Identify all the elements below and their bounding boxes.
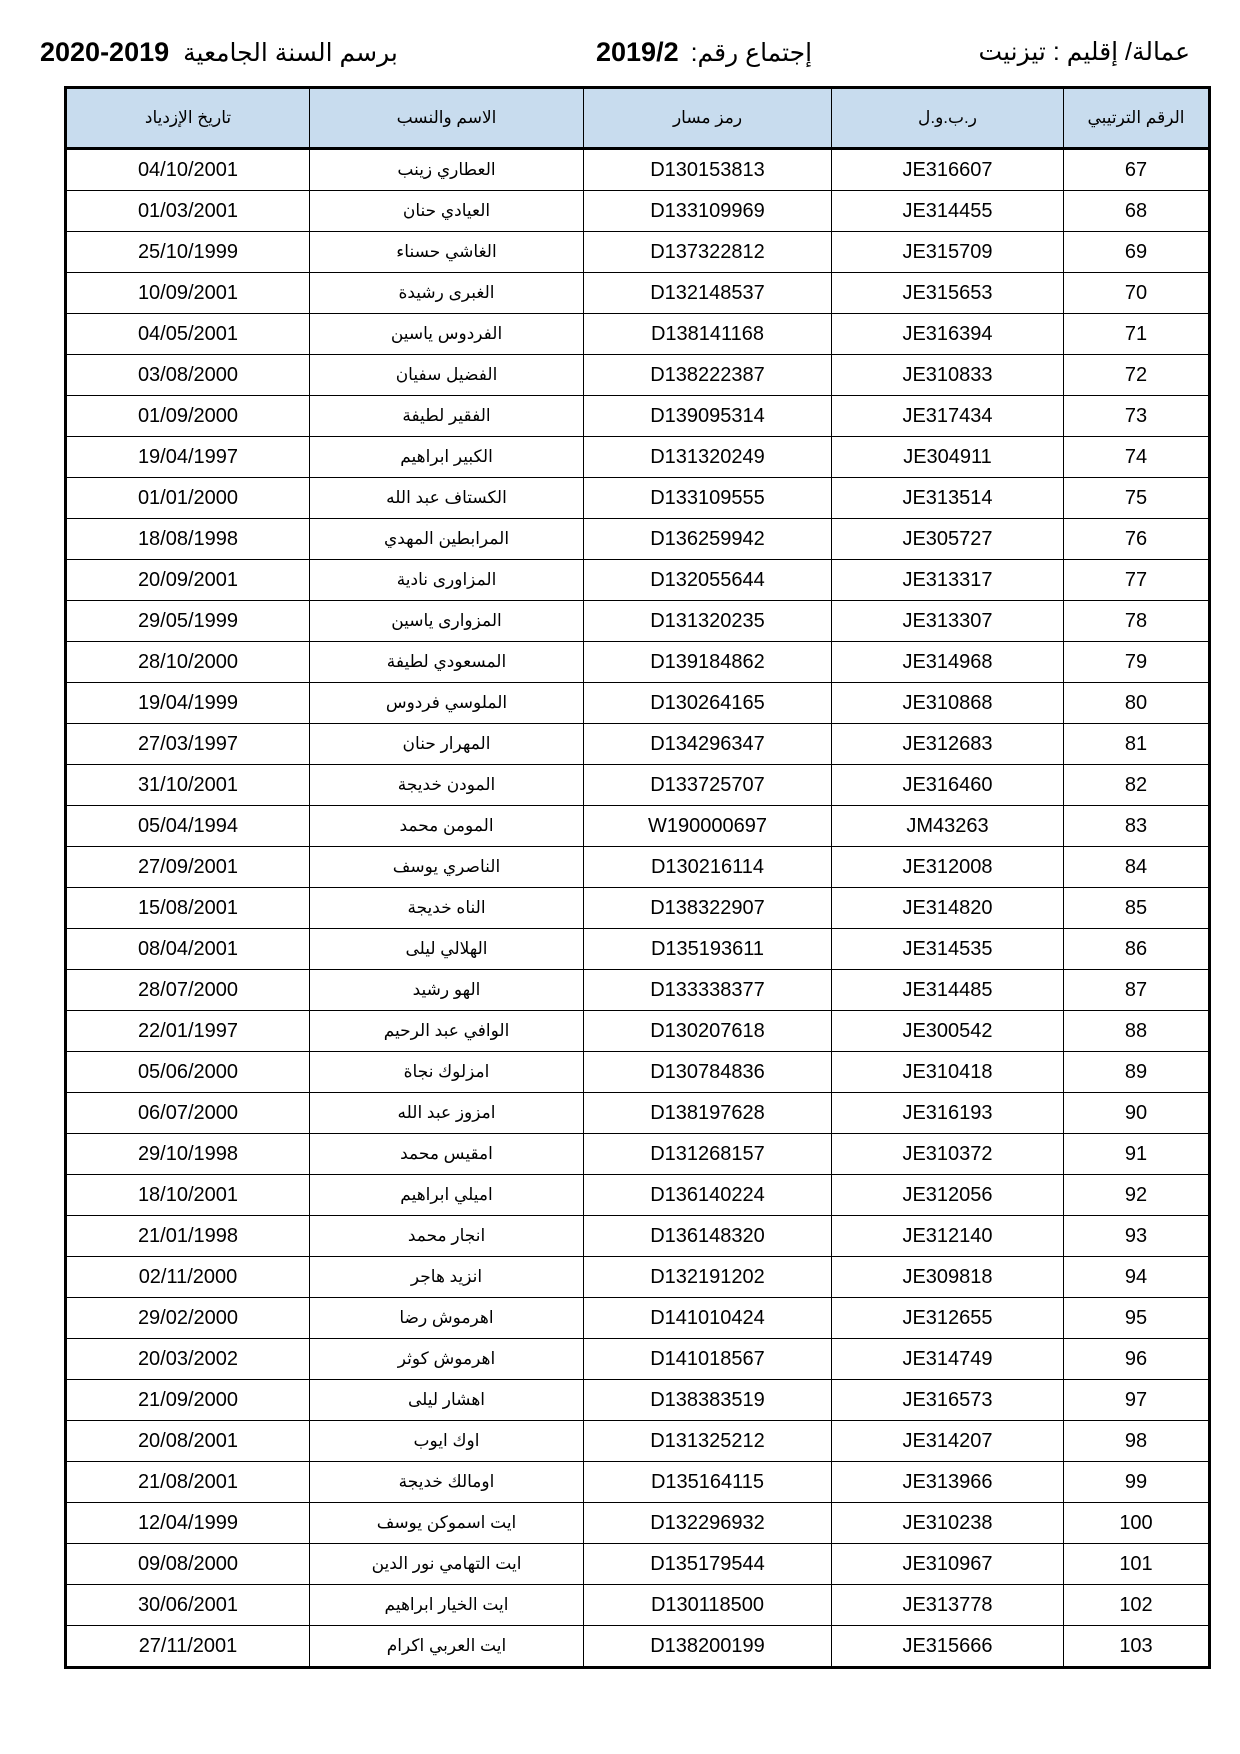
cell-cne: JE310868 (832, 683, 1064, 724)
table-row (66, 642, 1210, 683)
cell-name: الكستاف عبد الله (310, 478, 584, 519)
cell-massar: W190000697 (584, 806, 832, 847)
cell-serial: 67 (1064, 149, 1210, 191)
table-row (66, 1462, 1210, 1503)
cell-birthdate: 04/05/2001 (66, 314, 310, 355)
cell-massar: D133109555 (584, 478, 832, 519)
cell-birthdate: 01/09/2000 (66, 396, 310, 437)
cell-massar: D135164115 (584, 1462, 832, 1503)
cell-birthdate: 21/09/2000 (66, 1380, 310, 1421)
table-row (66, 396, 1210, 437)
cell-serial: 90 (1064, 1093, 1210, 1134)
academic-year-label: برسم السنة الجامعية (183, 39, 398, 67)
cell-name: العطاري زينب (310, 149, 584, 191)
meeting-number: 2019/2 (596, 37, 679, 67)
cell-serial: 78 (1064, 601, 1210, 642)
cell-massar: D141010424 (584, 1298, 832, 1339)
cell-birthdate: 08/04/2001 (66, 929, 310, 970)
cell-cne: JE304911 (832, 437, 1064, 478)
cell-serial: 95 (1064, 1298, 1210, 1339)
cell-serial: 71 (1064, 314, 1210, 355)
cell-name: امزلوك نجاة (310, 1052, 584, 1093)
cell-massar: D130118500 (584, 1585, 832, 1626)
cell-cne: JE312008 (832, 847, 1064, 888)
meeting-label: إجتماع رقم: (690, 39, 813, 67)
cell-massar: D133338377 (584, 970, 832, 1011)
table-row (66, 1298, 1210, 1339)
cell-name: اهشار ليلى (310, 1380, 584, 1421)
table-row (66, 355, 1210, 396)
table-row (66, 1257, 1210, 1298)
table-row (66, 1175, 1210, 1216)
cell-massar: D131320249 (584, 437, 832, 478)
cell-serial: 85 (1064, 888, 1210, 929)
cell-birthdate: 31/10/2001 (66, 765, 310, 806)
cell-massar: D133725707 (584, 765, 832, 806)
cell-birthdate: 22/01/1997 (66, 1011, 310, 1052)
cell-massar: D139184862 (584, 642, 832, 683)
table-row (66, 806, 1210, 847)
cell-cne: JE313778 (832, 1585, 1064, 1626)
cell-name: الهلالي ليلى (310, 929, 584, 970)
cell-birthdate: 02/11/2000 (66, 1257, 310, 1298)
cell-cne: JE316193 (832, 1093, 1064, 1134)
province-header (979, 36, 1190, 68)
cell-serial: 70 (1064, 273, 1210, 314)
column-header-cne: ر.ب.و.ل (832, 88, 1064, 149)
table-row (66, 437, 1210, 478)
cell-name: امقيس محمد (310, 1134, 584, 1175)
table-header-row (66, 88, 1210, 149)
cell-cne: JE313514 (832, 478, 1064, 519)
cell-serial: 81 (1064, 724, 1210, 765)
cell-serial: 101 (1064, 1544, 1210, 1585)
cell-birthdate: 01/03/2001 (66, 191, 310, 232)
cell-massar: D138200199 (584, 1626, 832, 1668)
cell-name: المومن محمد (310, 806, 584, 847)
cell-serial: 75 (1064, 478, 1210, 519)
cell-serial: 84 (1064, 847, 1210, 888)
table-row (66, 1503, 1210, 1544)
cell-massar: D136140224 (584, 1175, 832, 1216)
cell-cne: JE314968 (832, 642, 1064, 683)
cell-serial: 98 (1064, 1421, 1210, 1462)
cell-name: انزيد هاجر (310, 1257, 584, 1298)
cell-name: الملوسي فردوس (310, 683, 584, 724)
cell-serial: 72 (1064, 355, 1210, 396)
cell-name: الوافي عبد الرحيم (310, 1011, 584, 1052)
cell-cne: JE315666 (832, 1626, 1064, 1668)
cell-serial: 88 (1064, 1011, 1210, 1052)
cell-serial: 97 (1064, 1380, 1210, 1421)
cell-cne: JE309818 (832, 1257, 1064, 1298)
cell-serial: 93 (1064, 1216, 1210, 1257)
cell-massar: D132148537 (584, 273, 832, 314)
table-row (66, 232, 1210, 273)
cell-cne: JM43263 (832, 806, 1064, 847)
table-row (66, 765, 1210, 806)
cell-name: الهو رشيد (310, 970, 584, 1011)
cell-birthdate: 18/08/1998 (66, 519, 310, 560)
cell-name: المودن خديجة (310, 765, 584, 806)
cell-birthdate: 09/08/2000 (66, 1544, 310, 1585)
cell-massar: D132055644 (584, 560, 832, 601)
cell-massar: D132191202 (584, 1257, 832, 1298)
cell-massar: D132296932 (584, 1503, 832, 1544)
cell-name: المهرار حنان (310, 724, 584, 765)
cell-massar: D139095314 (584, 396, 832, 437)
table-row (66, 847, 1210, 888)
table-row (66, 1134, 1210, 1175)
cell-name: الناه خديجة (310, 888, 584, 929)
table-row (66, 683, 1210, 724)
cell-cne: JE316460 (832, 765, 1064, 806)
table-row (66, 314, 1210, 355)
cell-serial: 73 (1064, 396, 1210, 437)
cell-name: اهرموش رضا (310, 1298, 584, 1339)
cell-birthdate: 05/04/1994 (66, 806, 310, 847)
cell-massar: D138141168 (584, 314, 832, 355)
cell-massar: D138322907 (584, 888, 832, 929)
cell-cne: JE314455 (832, 191, 1064, 232)
cell-cne: JE312056 (832, 1175, 1064, 1216)
cell-name: الفقير لطيفة (310, 396, 584, 437)
cell-serial: 103 (1064, 1626, 1210, 1668)
cell-massar: D138197628 (584, 1093, 832, 1134)
cell-serial: 92 (1064, 1175, 1210, 1216)
cell-name: ايت الخيار ابراهيم (310, 1585, 584, 1626)
cell-name: المسعودي لطيفة (310, 642, 584, 683)
cell-name: المزوارى ياسين (310, 601, 584, 642)
cell-cne: JE310418 (832, 1052, 1064, 1093)
cell-birthdate: 19/04/1997 (66, 437, 310, 478)
table-row (66, 1544, 1210, 1585)
table-row (66, 601, 1210, 642)
table-row (66, 1626, 1210, 1668)
cell-cne: JE316394 (832, 314, 1064, 355)
cell-cne: JE313966 (832, 1462, 1064, 1503)
cell-massar: D136259942 (584, 519, 832, 560)
cell-cne: JE313317 (832, 560, 1064, 601)
cell-name: المرابطين المهدي (310, 519, 584, 560)
cell-cne: JE312683 (832, 724, 1064, 765)
cell-cne: JE305727 (832, 519, 1064, 560)
cell-name: الفردوس ياسين (310, 314, 584, 355)
cell-birthdate: 29/10/1998 (66, 1134, 310, 1175)
table-row (66, 1421, 1210, 1462)
cell-cne: JE316573 (832, 1380, 1064, 1421)
cell-serial: 79 (1064, 642, 1210, 683)
cell-cne: JE312140 (832, 1216, 1064, 1257)
cell-birthdate: 19/04/1999 (66, 683, 310, 724)
cell-birthdate: 20/08/2001 (66, 1421, 310, 1462)
table-row (66, 724, 1210, 765)
cell-cne: JE312655 (832, 1298, 1064, 1339)
cell-cne: JE314749 (832, 1339, 1064, 1380)
cell-birthdate: 20/03/2002 (66, 1339, 310, 1380)
cell-massar: D137322812 (584, 232, 832, 273)
cell-massar: D130264165 (584, 683, 832, 724)
cell-name: اميلي ابراهيم (310, 1175, 584, 1216)
cell-massar: D138383519 (584, 1380, 832, 1421)
table-body (66, 149, 1210, 1668)
table-row (66, 1052, 1210, 1093)
cell-cne: JE314535 (832, 929, 1064, 970)
cell-massar: D141018567 (584, 1339, 832, 1380)
cell-name: انجار محمد (310, 1216, 584, 1257)
cell-name: المزاورى نادية (310, 560, 584, 601)
table-row (66, 1585, 1210, 1626)
table-row (66, 1339, 1210, 1380)
table-row (66, 1216, 1210, 1257)
cell-birthdate: 05/06/2000 (66, 1052, 310, 1093)
cell-serial: 80 (1064, 683, 1210, 724)
cell-birthdate: 29/02/2000 (66, 1298, 310, 1339)
cell-birthdate: 12/04/1999 (66, 1503, 310, 1544)
cell-serial: 87 (1064, 970, 1210, 1011)
table-row (66, 191, 1210, 232)
table-row (66, 1380, 1210, 1421)
table-row (66, 149, 1210, 191)
table-row (66, 1093, 1210, 1134)
students-table (64, 86, 1211, 1669)
cell-cne: JE314820 (832, 888, 1064, 929)
cell-serial: 94 (1064, 1257, 1210, 1298)
cell-cne: JE317434 (832, 396, 1064, 437)
cell-massar: D134296347 (584, 724, 832, 765)
cell-birthdate: 27/03/1997 (66, 724, 310, 765)
cell-name: ايت العربي اكرام (310, 1626, 584, 1668)
cell-serial: 99 (1064, 1462, 1210, 1503)
table-row (66, 273, 1210, 314)
cell-cne: JE310238 (832, 1503, 1064, 1544)
table-row (66, 478, 1210, 519)
cell-birthdate: 28/10/2000 (66, 642, 310, 683)
cell-name: الفضيل سفيان (310, 355, 584, 396)
cell-serial: 82 (1064, 765, 1210, 806)
cell-massar: D130153813 (584, 149, 832, 191)
table-row (66, 970, 1210, 1011)
cell-name: الغاشي حسناء (310, 232, 584, 273)
cell-massar: D135193611 (584, 929, 832, 970)
cell-serial: 74 (1064, 437, 1210, 478)
table-row (66, 929, 1210, 970)
cell-serial: 96 (1064, 1339, 1210, 1380)
cell-massar: D130207618 (584, 1011, 832, 1052)
cell-birthdate: 20/09/2001 (66, 560, 310, 601)
cell-birthdate: 01/01/2000 (66, 478, 310, 519)
cell-birthdate: 27/11/2001 (66, 1626, 310, 1668)
cell-birthdate: 03/08/2000 (66, 355, 310, 396)
academic-year: 2020-2019 (40, 37, 170, 67)
cell-cne: JE315653 (832, 273, 1064, 314)
cell-name: الكبير ابراهيم (310, 437, 584, 478)
cell-serial: 86 (1064, 929, 1210, 970)
cell-birthdate: 04/10/2001 (66, 149, 310, 191)
cell-serial: 91 (1064, 1134, 1210, 1175)
cell-cne: JE315709 (832, 232, 1064, 273)
cell-birthdate: 15/08/2001 (66, 888, 310, 929)
cell-massar: D133109969 (584, 191, 832, 232)
cell-serial: 68 (1064, 191, 1210, 232)
cell-massar: D136148320 (584, 1216, 832, 1257)
column-header-massar: رمز مسار (584, 88, 832, 149)
table-row (66, 519, 1210, 560)
cell-massar: D138222387 (584, 355, 832, 396)
cell-massar: D131325212 (584, 1421, 832, 1462)
cell-birthdate: 29/05/1999 (66, 601, 310, 642)
cell-serial: 77 (1064, 560, 1210, 601)
column-header-serial: الرقم الترتيبي (1064, 88, 1210, 149)
cell-name: اهرموش كوثر (310, 1339, 584, 1380)
cell-name: اوك ايوب (310, 1421, 584, 1462)
cell-name: العيادي حنان (310, 191, 584, 232)
cell-birthdate: 06/07/2000 (66, 1093, 310, 1134)
meeting-header (596, 36, 812, 69)
cell-serial: 69 (1064, 232, 1210, 273)
cell-birthdate: 18/10/2001 (66, 1175, 310, 1216)
academic-year-header (40, 36, 398, 69)
cell-birthdate: 28/07/2000 (66, 970, 310, 1011)
column-header-name: الاسم والنسب (310, 88, 584, 149)
cell-name: ايت التهامي نور الدين (310, 1544, 584, 1585)
cell-name: اومالك خديجة (310, 1462, 584, 1503)
cell-massar: D131320235 (584, 601, 832, 642)
table-row (66, 560, 1210, 601)
cell-serial: 100 (1064, 1503, 1210, 1544)
table-row (66, 888, 1210, 929)
cell-massar: D131268157 (584, 1134, 832, 1175)
cell-serial: 83 (1064, 806, 1210, 847)
province-label: عمالة/ إقليم : تيزنيت (978, 38, 1190, 66)
table-row (66, 1011, 1210, 1052)
cell-name: الغبرى رشيدة (310, 273, 584, 314)
cell-serial: 102 (1064, 1585, 1210, 1626)
cell-cne: JE314207 (832, 1421, 1064, 1462)
cell-cne: JE313307 (832, 601, 1064, 642)
cell-massar: D130784836 (584, 1052, 832, 1093)
cell-cne: JE310372 (832, 1134, 1064, 1175)
cell-name: الناصري يوسف (310, 847, 584, 888)
cell-cne: JE310967 (832, 1544, 1064, 1585)
cell-birthdate: 21/01/1998 (66, 1216, 310, 1257)
column-header-birthdate: تاريخ الإزدياد (66, 88, 310, 149)
cell-serial: 76 (1064, 519, 1210, 560)
cell-name: امزوز عبد الله (310, 1093, 584, 1134)
cell-cne: JE300542 (832, 1011, 1064, 1052)
cell-birthdate: 27/09/2001 (66, 847, 310, 888)
cell-massar: D130216114 (584, 847, 832, 888)
cell-serial: 89 (1064, 1052, 1210, 1093)
cell-birthdate: 30/06/2001 (66, 1585, 310, 1626)
cell-birthdate: 21/08/2001 (66, 1462, 310, 1503)
cell-cne: JE310833 (832, 355, 1064, 396)
cell-name: ايت اسموكن يوسف (310, 1503, 584, 1544)
cell-birthdate: 10/09/2001 (66, 273, 310, 314)
cell-cne: JE314485 (832, 970, 1064, 1011)
cell-cne: JE316607 (832, 149, 1064, 191)
cell-massar: D135179544 (584, 1544, 832, 1585)
cell-birthdate: 25/10/1999 (66, 232, 310, 273)
